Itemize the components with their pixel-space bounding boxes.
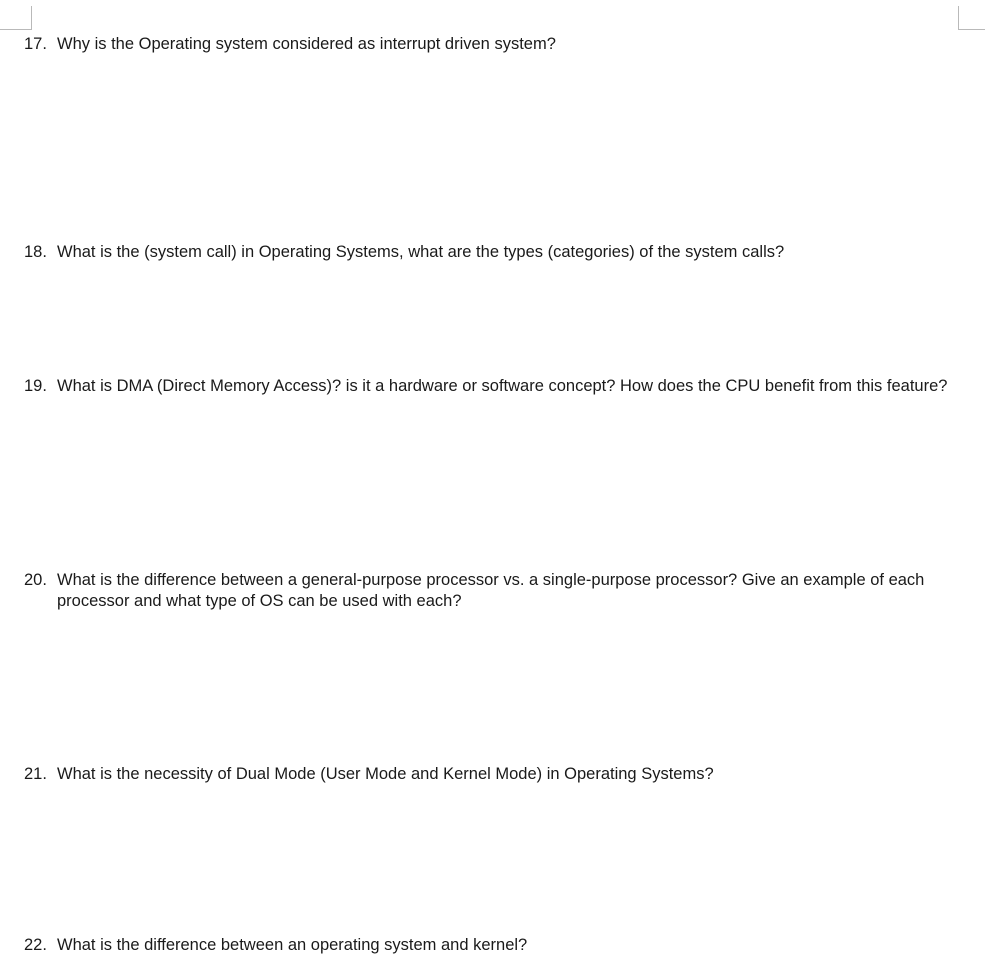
question-number: 20. — [24, 571, 47, 589]
question-number: 22. — [24, 936, 47, 954]
question-text: What is DMA (Direct Memory Access)? is it a hardware or software concept? How does the CPU benefit from this feature? — [57, 377, 948, 395]
question-19 — [24, 376, 959, 397]
question-21 — [24, 764, 959, 785]
question-20 — [24, 570, 959, 612]
question-number: 19. — [24, 377, 47, 395]
question-number: 17. — [24, 35, 47, 53]
question-17 — [24, 34, 959, 55]
question-18 — [24, 242, 959, 263]
question-text: What is the difference between a general-purpose processor vs. a single-purpose processor? Give an example of each processor and what type of OS can be used with each? — [57, 571, 925, 610]
question-number: 21. — [24, 765, 47, 783]
question-text: What is the difference between an operating system and kernel? — [57, 936, 528, 954]
top-right-crop-mark — [958, 6, 985, 30]
question-22 — [24, 935, 959, 956]
question-number: 18. — [24, 243, 47, 261]
question-text: What is the necessity of Dual Mode (User Mode and Kernel Mode) in Operating Systems? — [57, 765, 714, 783]
question-text: What is the (system call) in Operating Systems, what are the types (categories) of the system calls? — [57, 243, 785, 261]
question-text: Why is the Operating system considered as interrupt driven system? — [57, 35, 556, 53]
top-left-crop-mark — [0, 6, 32, 30]
